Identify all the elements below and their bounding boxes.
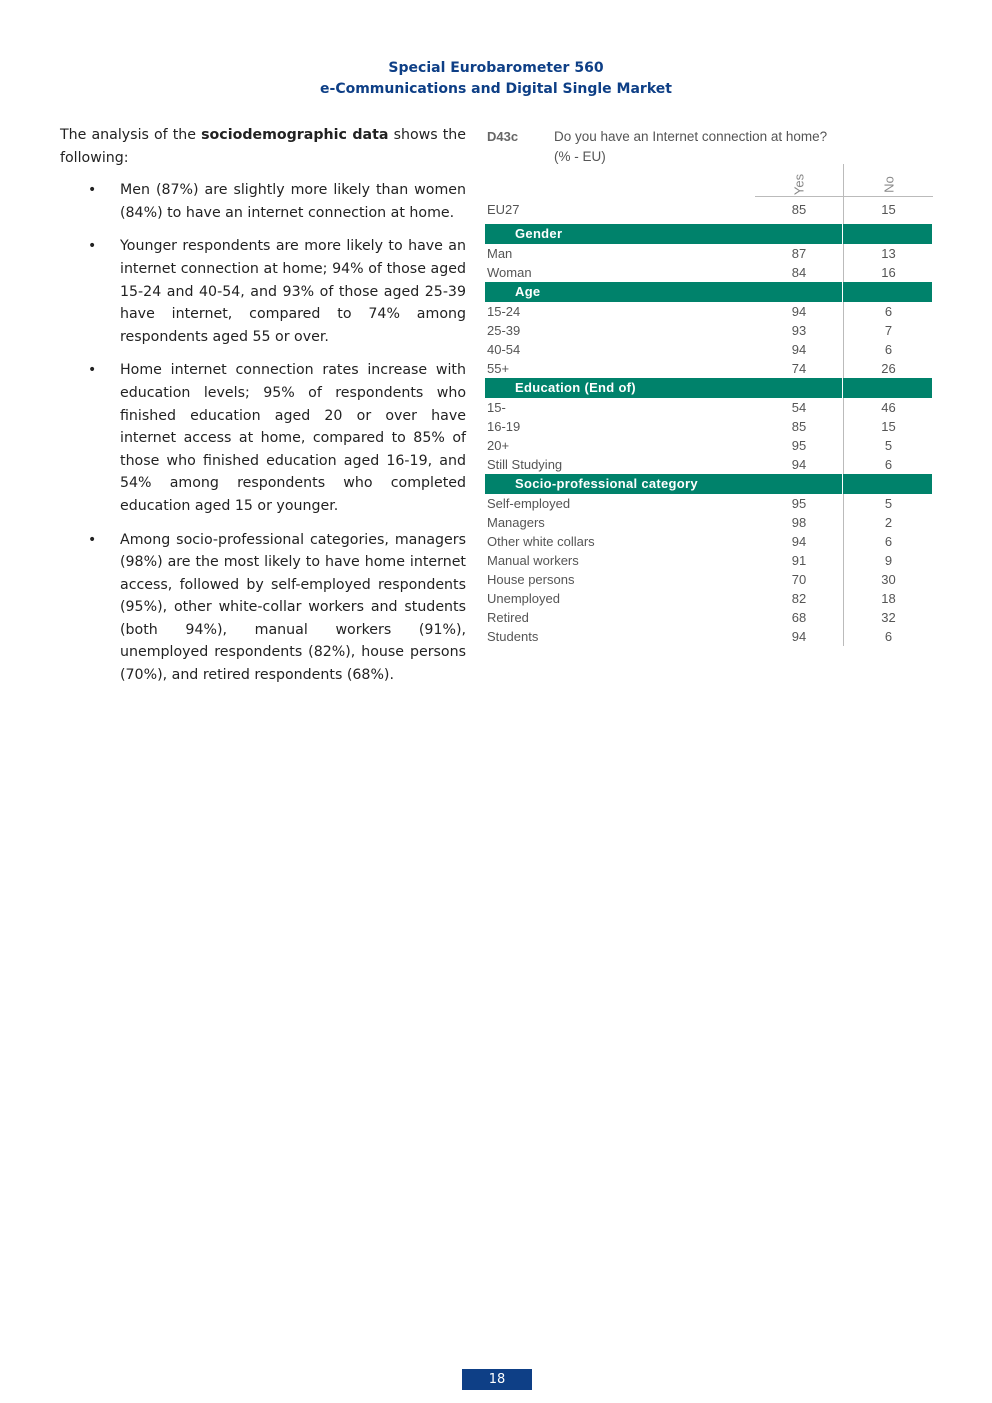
list-item: • Home internet connection rates increase with education levels; 95% of respondents who finished education aged 20 or over have internet access at home, compared to 85% of those who finished education aged 16-19, and 54% among respondents who completed education aged 15 or younger.: [60, 359, 466, 517]
question-text: [554, 127, 827, 167]
unit-label: (% - EU): [554, 149, 606, 164]
table-row: Students 94 6: [485, 627, 932, 646]
table-row: Other white collars 94 6: [485, 532, 932, 551]
question-code: D43c: [487, 129, 519, 144]
table-row: 15- 54 46: [485, 398, 932, 417]
table-row: 25-39 93 7: [485, 321, 932, 340]
table-row: Woman 84 16: [485, 263, 932, 282]
table-row: 55+ 74 26: [485, 359, 932, 378]
bullet-icon: •: [88, 238, 97, 255]
page-header: [0, 58, 992, 100]
table-row: Still Studying 94 6: [485, 455, 932, 474]
list-item: • Younger respondents are more likely to have an internet connection at home; 94% of those aged 15-24 and 40-54, and 93% of those aged 25-39 have internet, compared to 74% among respondents aged 55 or over.: [60, 235, 466, 348]
table-row: 20+ 95 5: [485, 436, 932, 455]
report-title: Special Eurobarometer 560: [388, 60, 604, 76]
col-header-no: No: [843, 164, 933, 197]
report-subtitle: e-Communications and Digital Single Market: [320, 81, 672, 97]
list-item: • Among socio-professional categories, managers (98%) are the most likely to have home internet access, followed by self-employed respondents (95%), other white-collar workers and students (both 94%), manual workers (91%), unemployed respondents (82%), house persons (70%), and retired respondents (68%).: [60, 529, 466, 687]
bullet-icon: •: [88, 182, 97, 199]
question-label: Do you have an Internet connection at home?: [554, 129, 828, 144]
bullet-icon: •: [88, 362, 97, 379]
section-header-gender: Gender: [485, 224, 932, 244]
bullet-icon: •: [88, 531, 97, 548]
table-row: Man 87 13: [485, 244, 932, 263]
analysis-text: [60, 124, 466, 698]
table-row: Unemployed 82 18: [485, 589, 932, 608]
table-row: Retired 68 32: [485, 608, 932, 627]
section-header-age: Age: [485, 282, 932, 302]
table-body: [485, 196, 932, 646]
section-header-education: Education (End of): [485, 378, 932, 398]
table-row: Managers 98 2: [485, 513, 932, 532]
bullet-list: [60, 179, 466, 686]
table-row: 15-24 94 6: [485, 302, 932, 321]
list-item: • Men (87%) are slightly more likely than women (84%) to have an internet connection at home.: [60, 179, 466, 224]
table-row: 40-54 94 6: [485, 340, 932, 359]
intro-paragraph: The analysis of the sociodemographic data shows the following:: [60, 127, 466, 166]
section-header-socio-professional: Socio-professional category: [485, 474, 932, 494]
page-number: 18: [462, 1369, 532, 1390]
intro-bold: sociodemographic data: [201, 127, 389, 143]
table-row: House persons 70 30: [485, 570, 932, 589]
table-row: Manual workers 91 9: [485, 551, 932, 570]
table-row: 16-19 85 15: [485, 417, 932, 436]
col-header-yes: Yes: [755, 164, 843, 197]
table-row: Self-employed 95 5: [485, 494, 932, 513]
table-row: EU27 85 15: [485, 196, 932, 224]
